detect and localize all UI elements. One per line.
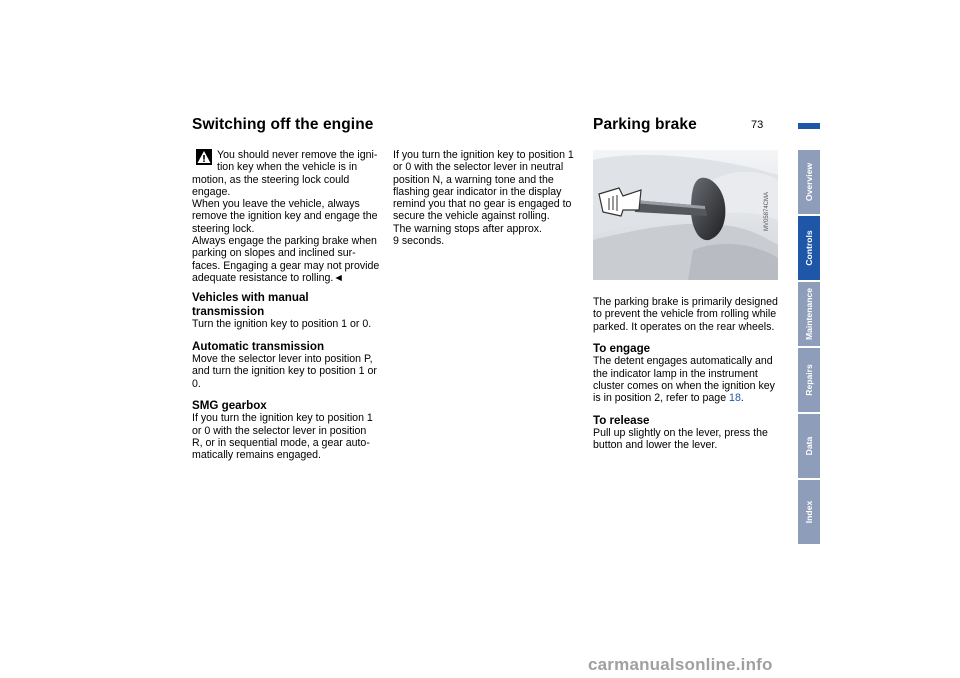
- text-line: If you turn the ignition key to position 1: [192, 412, 373, 425]
- text-line: motion, as the steering lock could: [192, 173, 350, 186]
- tab-controls[interactable]: [798, 216, 820, 280]
- tab-label: Index: [804, 500, 814, 524]
- tab-label: Data: [804, 436, 814, 456]
- text-line: 9 seconds.: [393, 235, 445, 248]
- page-number: 73: [751, 119, 764, 131]
- tab-label: Maintenance: [804, 287, 814, 341]
- text-line: The parking brake is primarily designed: [593, 296, 778, 308]
- text-line: Turn the ignition key to position 1 or 0.: [192, 318, 372, 331]
- text-line: secure the vehicle against rolling.: [393, 210, 550, 223]
- text-line: parking on slopes and inclined sur-: [192, 247, 356, 260]
- text-line: The detent engages automatically and: [593, 355, 773, 368]
- text-line: remind you that no gear is engaged to: [393, 198, 572, 211]
- tab-label: Controls: [804, 230, 814, 266]
- text-line: to prevent the vehicle from rolling while: [593, 308, 777, 321]
- page-number-bar: [798, 123, 820, 129]
- tab-repairs[interactable]: [798, 348, 820, 412]
- photo-code: MV05874CMA: [764, 191, 770, 231]
- text-fragment: .: [740, 392, 744, 405]
- parking-brake-illustration: [593, 150, 778, 280]
- tab-label: Repairs: [804, 364, 814, 396]
- text-line: position N, a warning tone and the: [393, 173, 554, 186]
- warning-text: [192, 149, 387, 284]
- text-line: or 0 with the selector lever in position: [192, 424, 367, 437]
- text-line: and turn the ignition key to position 1 or: [192, 365, 377, 378]
- text-line: When you leave the vehicle, always: [192, 198, 360, 211]
- tab-label: Overview: [804, 162, 814, 202]
- text-line: Move the selector lever into position P,: [192, 353, 373, 366]
- text-line: If you turn the ignition key to position 1: [393, 149, 574, 161]
- tab-data[interactable]: [798, 414, 820, 478]
- text-line: 0.: [192, 377, 201, 390]
- middle-column: [393, 149, 588, 247]
- watermark-text: carmanualsonline.info: [588, 655, 773, 674]
- text-line: parked. It operates on the rear wheels.: [593, 320, 775, 333]
- text-line: Pull up slightly on the lever, press the: [593, 427, 768, 440]
- page-reference-link[interactable]: 18: [729, 392, 741, 405]
- text-line: Always engage the parking brake when: [192, 235, 377, 248]
- manual-transmission-heading: [192, 291, 387, 318]
- text-line: matically remains engaged.: [192, 449, 321, 462]
- text-line: or 0 with the selector lever in neutral: [393, 161, 564, 174]
- heading-line: Vehicles with manual: [192, 291, 309, 305]
- right-column: [593, 296, 788, 452]
- text-line: adequate resistance to rolling.◄: [192, 271, 344, 284]
- text-line: button and lower the lever.: [593, 439, 718, 452]
- to-engage-heading: To engage: [593, 341, 651, 355]
- left-page-title: Switching off the engine: [192, 116, 374, 133]
- tab-maintenance[interactable]: [798, 282, 820, 346]
- text-line: tion key when the vehicle is in: [217, 161, 358, 174]
- text-line: engage.: [192, 185, 231, 198]
- text-line: the indicator lamp in the instrument: [593, 367, 758, 380]
- text-line: faces. Engaging a gear may not provide: [192, 259, 380, 272]
- right-page-title: Parking brake: [593, 116, 697, 133]
- text-fragment: is in position 2, refer to page: [593, 392, 730, 405]
- text-line: [593, 392, 788, 404]
- tab-overview[interactable]: [798, 150, 820, 214]
- automatic-transmission-heading: Automatic transmission: [192, 339, 325, 353]
- text-line: steering lock.: [192, 222, 255, 235]
- tab-index[interactable]: [798, 480, 820, 544]
- text-line: flashing gear indicator in the display: [393, 185, 562, 198]
- text-line: remove the ignition key and engage the: [192, 210, 378, 223]
- text-line: cluster comes on when the ignition key: [593, 379, 775, 392]
- left-column: [192, 149, 387, 462]
- heading-line: transmission: [192, 304, 265, 318]
- parking-brake-photo: [593, 150, 778, 280]
- text-line: You should never remove the igni-: [217, 149, 378, 161]
- text-line: R, or in sequential mode, a gear auto-: [192, 437, 370, 450]
- smg-gearbox-heading: SMG gearbox: [192, 398, 267, 412]
- text-line: The warning stops after approx.: [393, 222, 542, 235]
- to-release-heading: To release: [593, 413, 650, 427]
